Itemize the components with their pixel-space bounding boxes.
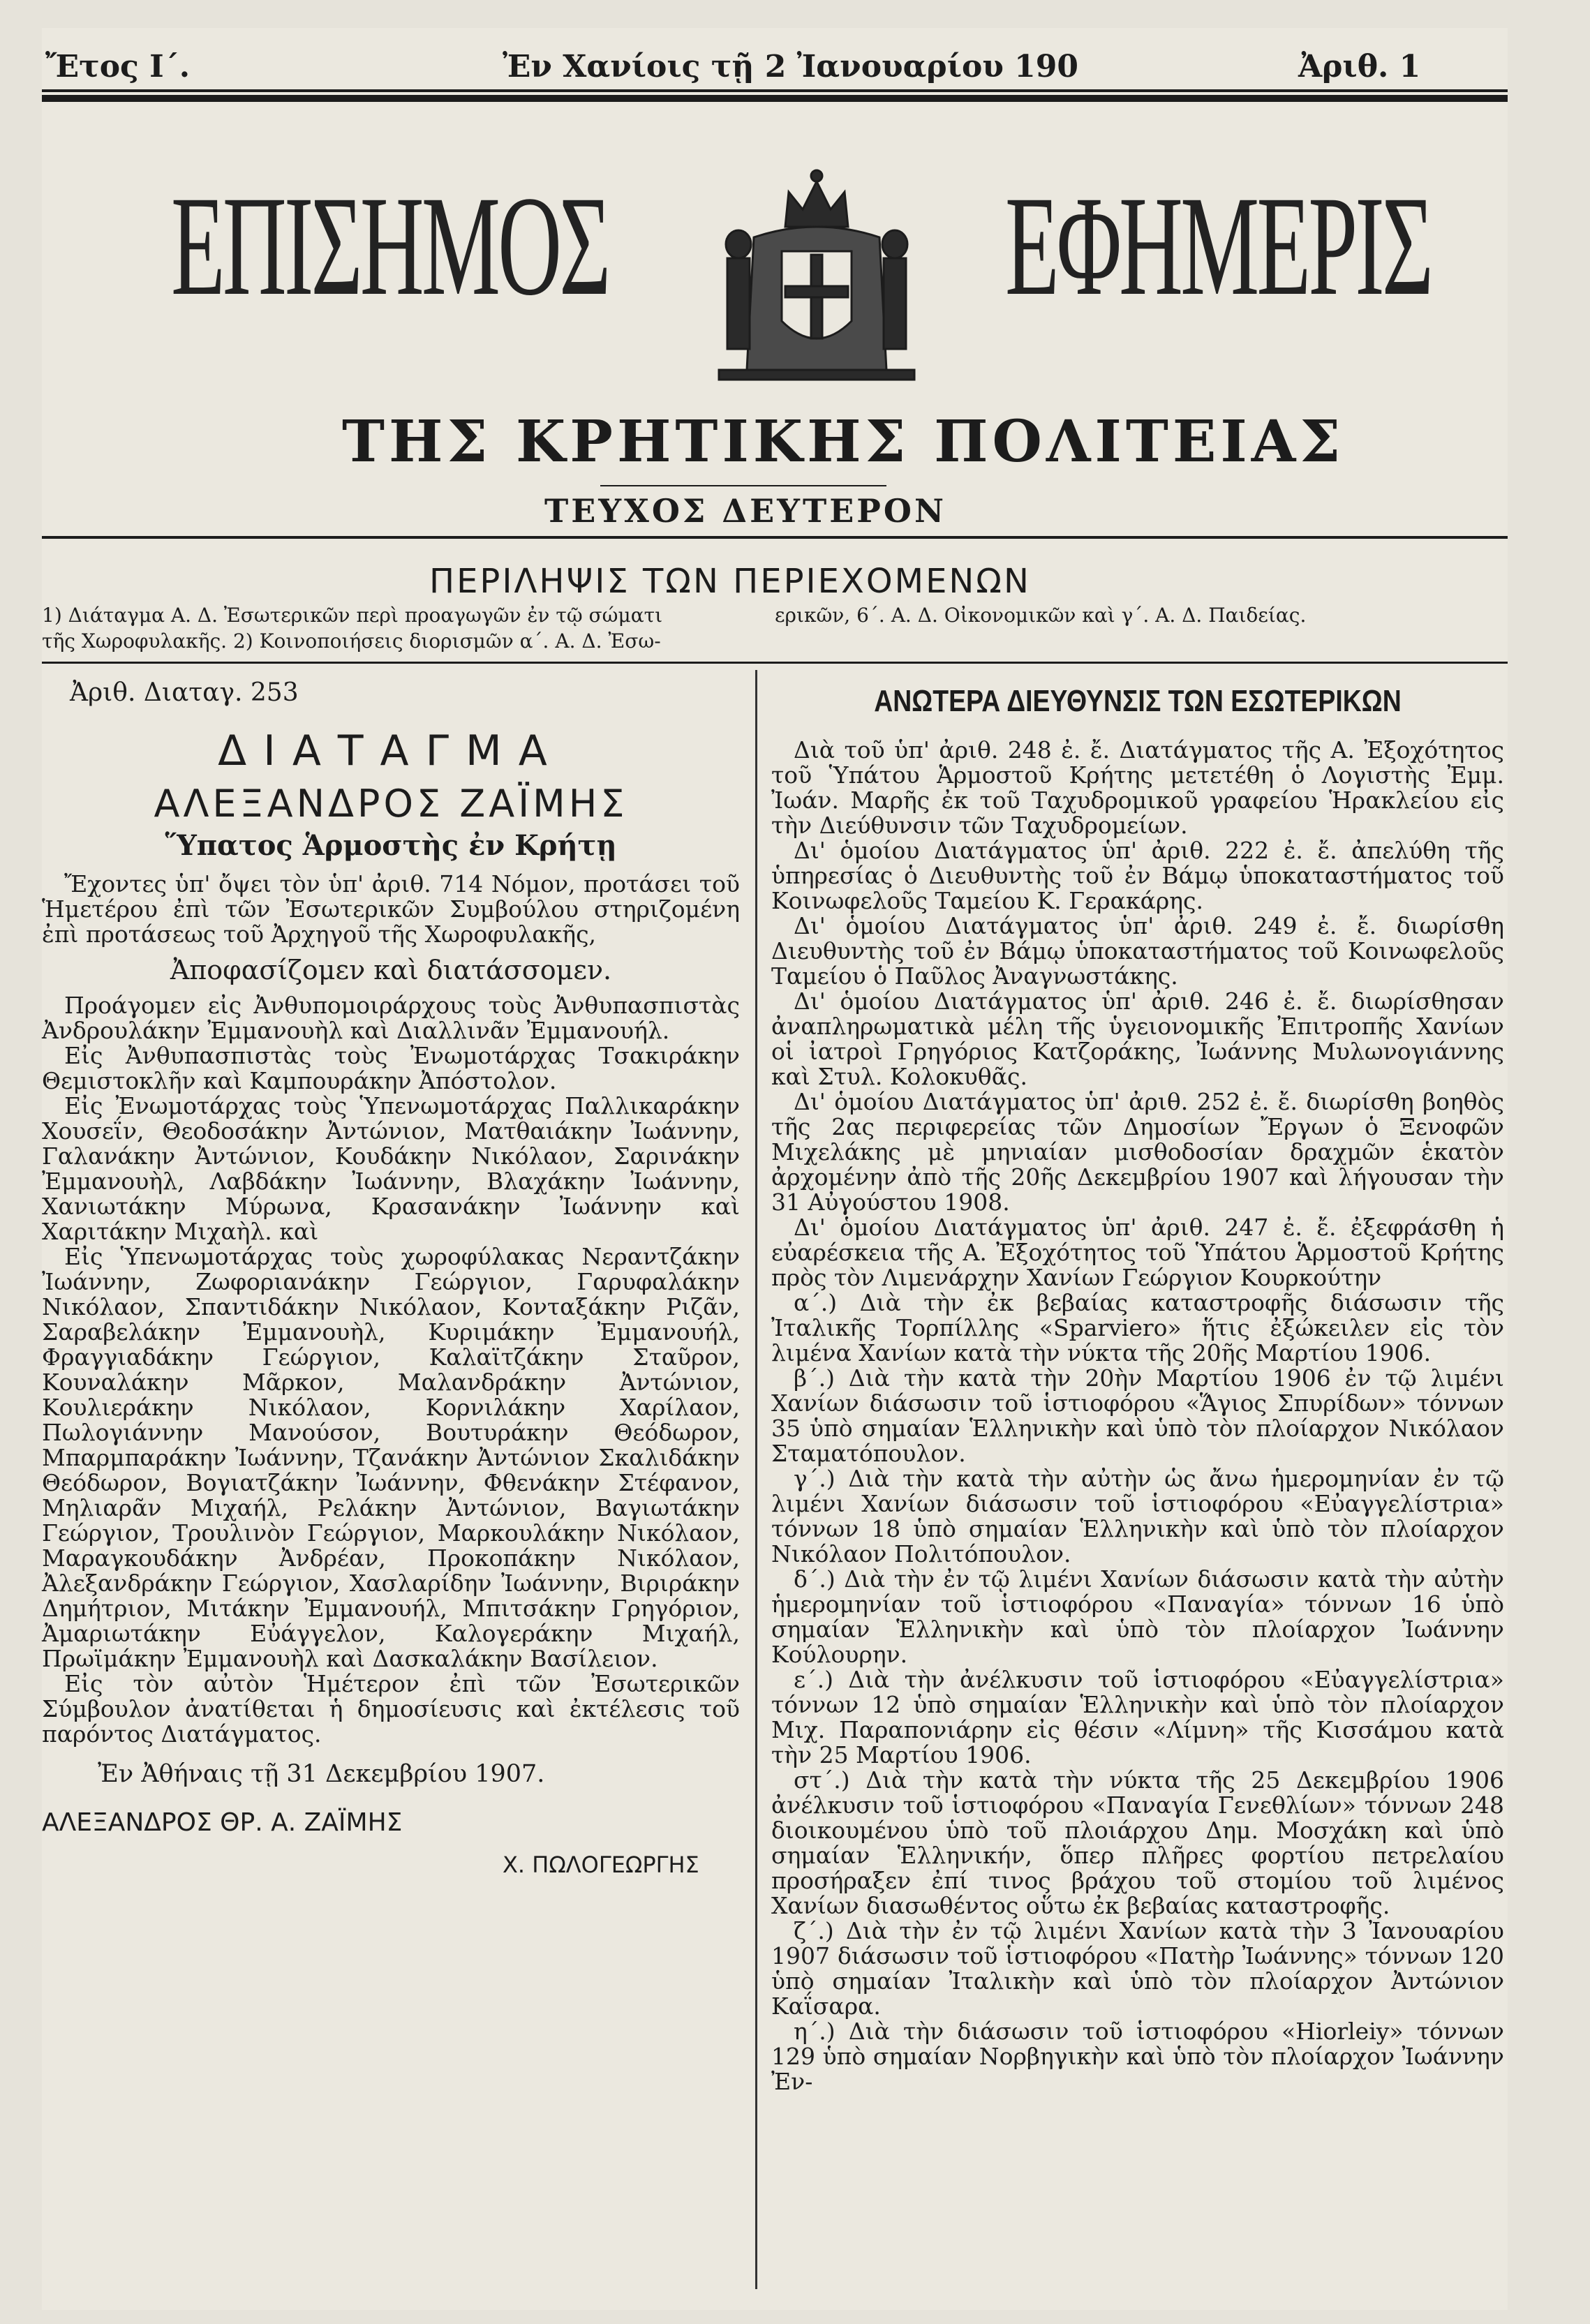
decree-preamble: Ἔχοντες ὑπ' ὄψει τὸν ὑπ' ἀριθ. 714 Νόμον, προτάσει τοῦ Ἡμετέρου ἐπὶ τῶν Ἐσωτερικῶν Συμβούλου στηριζομένη ἐπὶ προτάσεως τοῦ Ἀρχηγοῦ τῆς Χωροφυλακῆς, [42,870,740,948]
section-heading: ΑΝΩΤΕΡΑ ΔΙΕΥΘΥΝΣΙΣ ΤΩΝ ΕΣΩΤΕΡΙΚΩΝ [874,684,1402,718]
column-divider [755,670,757,2289]
decree-date: Ἐν Ἀθήναις τῇ 31 Δεκεμβρίου 1907. [98,1760,545,1788]
notice-1: Διὰ τοῦ ὑπ' ἀριθ. 248 ἐ. ἔ. Διατάγματος τῆς Α. Ἐξοχότητος τοῦ Ὑπάτου Ἁρμοστοῦ Κρήτης μετετέθη ὁ Λογιστὴς Ἐμμ. Ἰωάν. Μαρῆς ἐκ τοῦ Ταχυδρομικοῦ γραφείου Ἡρακλείου εἰς τὴν Διεύθυνσιν τῶν Ταχυδρομείων. [771,736,1504,839]
notice-item-st: στ΄.) Διὰ τὴν κατὰ τὴν νύκτα τῆς 25 Δεκεμβρίου 1906 ἀνέλκυσιν τοῦ ἱστιοφόρου «Παναγία Γενεθλίων» τόννων 248 διοικουμένου ὑπὸ τοῦ πλοιάρχου Δημ. Μοσχάκη καὶ ὑπὸ σημαίαν Ἑλληνικήν, ὅπερ πλῆρες φορτίου πετρελαίου προσήραξεν ἐπί τινος βράχου τοῦ στομίου τοῦ λιμένος Χανίων διασωθέντος οὕτω ἐκ βεβαίας καταστροφῆς. [771,1766,1504,1919]
decree-paragraph-1: Προάγομεν εἰς Ἀνθυπομοιράρχους τοὺς Ἀνθυπασπιστὰς Ἀνδρουλάκην Ἐμμανουὴλ καὶ Διαλλινᾶν Ἐμμανουήλ. [42,992,740,1044]
notice-2: Δι' ὁμοίου Διατάγματος ὑπ' ἀριθ. 222 ἐ. ἔ. ἀπελύθη τῆς ὑπηρεσίας ὁ Διευθυντὴς τοῦ ἐν Βάμῳ ὑποκαταστήματος τοῦ Κοινωφελοῦς Ταμείου Κ. Γερακάρης. [771,837,1504,914]
toc-bottom-rule [42,662,1508,664]
toc-left-line-2: τῆς Χωροφυλακῆς. 2) Κοινοποιήσεις διορισμῶν α΄. Α. Δ. Ἐσω- [42,630,661,653]
subtitle-underline [600,485,886,486]
toc-left-line-1: 1) Διάταγμα Α. Δ. Ἐσωτερικῶν περὶ προαγωγῶν ἐν τῷ σώματι [42,604,663,627]
header-place-date: Ἐν Χανίοις τῇ 2 Ἰανουαρίου 190 [503,49,1079,84]
masthead-right-word: ΕΦΗΜΕΡΙΣ [1005,167,1432,325]
decree-countersignature: Χ. ΠΩΛΟΓΕΩΡΓΗΣ [503,1852,699,1878]
notice-item-e: ε΄.) Διὰ τὴν ἀνέλκυσιν τοῦ ἱστιοφόρου «Εὐαγγελίστρια» τόννων 12 ὑπὸ σημαίαν Ἑλληνικὴν καὶ ὑπὸ τὸν πλοίαρχον Μιχ. Παραπονιάρην εἰς θέσιν «Λίμνη» τῆς Κισσάμου κατὰ τὴν 25 Μαρτίου 1906. [771,1666,1504,1768]
decree-decision: Ἀποφασίζομεν καὶ διατάσσομεν. [170,955,612,985]
notice-item-h: η΄.) Διὰ τὴν διάσωσιν τοῦ ἱστιοφόρου «Hiorleiy» τόννων 129 ὑπὸ σημαίαν Νορβηγικὴν καὶ ὑπὸ τὸν πλοίαρχον Ἰωάννην Ἐν- [771,2018,1504,2095]
newspaper-page [42,28,1508,2310]
left-column [42,680,740,1882]
notice-4: Δι' ὁμοίου Διατάγματος ὑπ' ἀριθ. 246 ἐ. ἔ. διωρίσθησαν ἀναπληρωματικὰ μέλη τῆς ὑγειονομικῆς Ἐπιτροπῆς Χανίων οἱ ἰατροὶ Γρηγόριος Κατζοράκης, Ἰωάννης Μυλωνογιάννης καὶ Στυλ. Κολοκυθᾶς. [771,988,1504,1090]
notice-item-c: γ΄.) Διὰ τὴν κατὰ τὴν αὐτὴν ὡς ἄνω ἡμερομηνίαν ἐν τῷ λιμένι Χανίων διάσωσιν τοῦ ἱστιοφόρου «Εὐαγγελίστρια» τόννων 18 ὑπὸ σημαίαν Ἑλληνικὴν καὶ ὑπὸ τὸν πλοίαρχον Νικόλαον Πολιτόπουλον. [771,1465,1504,1567]
masthead-bottom-rule [42,536,1508,539]
decree-paragraph-4: Εἰς Ὑπενωμοτάρχας τοὺς χωροφύλακας Νεραντζάκην Ἰωάννην, Ζωφοριανάκην Γεώργιον, Γαρυφαλάκην Νικόλαον, Σπαντιδάκην Νικόλαον, Κονταξάκην Ριζᾶν, Σαραβελάκην Ἐμμανουὴλ, Κυριμάκην Ἐμμανουήλ, Φραγγιαδάκην Γεώργιον, Καλαϊτζάκην Σταῦρον, Κουναλάκην Μᾶρκον, Μαλανδράκην Ἀντώνιον, Κουλιεράκην Νικόλαον, Κορνιλάκην Χαρίλαον, Πωλογιάννην Μανούσον, Βουτυράκην Θεόδωρον, Μπαρμπαράκην Ἰωάννην, Τζανάκην Ἀντώνιον Σκαλιδάκην Θεόδωρον, Βογιατζάκην Ἰωάννην, Φθενάκην Στέφανον, Μηλιαρᾶν Μιχαήλ, Ρελάκην Ἀντώνιον, Βαγιωτάκην Γεώργιον, Τρουλινὸν Γεώργιον, Μαρκουλάκην Νικόλαον, Μαραγκουδάκην Ἀνδρέαν, Προκοπάκην Νικόλαον, Ἀλεξανδράκην Γεώργιον, Χασλαρίδην Ἰωάννην, Βιριράκην Δημήτριον, Μιτάκην Ἐμμανουήλ, Μπιτσάκην Γρηγόριον, Ἀμαριωτάκην Εὐάγγελον, Καλογεράκην Μιχαήλ, Πρωϊμάκην Ἐμμανουὴλ καὶ Δασκαλάκην Βασίλειον. [42,1243,740,1672]
coat-of-arms-emblem [712,161,921,391]
masthead-left-word: ΕΠΙΣΗΜΟΣ [171,167,609,325]
decree-title: ΔΙΑΤΑΓΜΑ [218,727,564,775]
decree-number: Ἀριθ. Διαταγ. 253 [70,678,299,707]
decree-paragraph-5: Εἰς τὸν αὐτὸν Ἡμέτερον ἐπὶ τῶν Ἐσωτερικῶν Σύμβουλον ἀνατίθεται ἡ δημοσίευσις καὶ ἐκτέλεσις τοῦ παρόντος Διατάγματος. [42,1670,740,1748]
decree-signature: ΑΛΕΞΑΝΔΡΟΣ ΘΡ. Α. ΖΑΪΜΗΣ [42,1808,403,1837]
toc-title: ΠΕΡΙΛΗΨΙΣ ΤΩΝ ΠΕΡΙΕΧΟΜΕΝΩΝ [429,562,1031,601]
notice-item-a: α΄.) Διὰ τὴν ἐκ βεβαίας καταστροφῆς διάσωσιν τῆς Ἰταλικῆς Τορπίλλης «Sparviero» ἥτις ἐξώκειλεν εἰς τὸν λιμένα Χανίων κατὰ τὴν νύκτα τῆς 20ῆς Μαρτίου 1906. [771,1289,1504,1366]
issue-label: ΤΕΥΧΟΣ ΔΕΥΤΕΡΟΝ [544,492,947,530]
notice-item-d: δ΄.) Διὰ τὴν ἐν τῷ λιμένι Χανίων διάσωσιν κατὰ τὴν αὐτὴν ἡμερομηνίαν τοῦ ἱστιοφόρου «Παναγία» τόννων 16 ὑπὸ σημαίαν Ἑλληνικὴν καὶ ὑπὸ τὸν πλοίαρχον Ἰωάννην Κούλουρην. [771,1565,1504,1668]
notice-item-z: ζ΄.) Διὰ τὴν ἐν τῷ λιμένι Χανίων κατὰ τὴν 3 Ἰανουαρίου 1907 διάσωσιν τοῦ ἱστιοφόρου «Πατὴρ Ἰωάννης» τόννων 120 ὑπὸ σημαίαν Ἰταλικὴν καὶ ὑπὸ τὸν πλοίαρχον Ἀντώνιον Καΐσαρα. [771,1917,1504,2020]
header-rule [42,89,1508,92]
toc-right-line-1: ερικῶν, 6΄. Α. Δ. Οἰκονομικῶν καὶ γ΄. Α. Δ. Παιδείας. [775,604,1307,627]
notice-5: Δι' ὁμοίου Διατάγματος ὑπ' ἀριθ. 252 ἐ. ἔ. διωρίσθη βοηθὸς τῆς 2ας περιφερείας τῶν Δημοσίων Ἔργων ὁ Ξενοφῶν Μιχελάκης μὲ μηνιαίαν μισθοδοσίαν δραχμῶν ἑκατὸν ἀρχομένην ἀπὸ τῆς 20ῆς Δεκεμβρίου 1907 καὶ λήγουσαν τὴν 31 Αὐγούστου 1908. [771,1088,1504,1216]
notice-3: Δι' ὁμοίου Διατάγματος ὑπ' ἀριθ. 249 ἐ. ἔ. διωρίσθη Διευθυντὴς τοῦ ἐν Βάμῳ ὑποκαταστήματος τοῦ Κοινωφελοῦς Ταμείου ὁ Παῦλος Ἀναγνωστάκης. [771,912,1504,990]
decree-issuer-role: Ὕπατος Ἁρμοστὴς ἐν Κρήτῃ [165,829,617,862]
header-number: Ἀριθ. 1 [1298,49,1421,84]
right-column [771,680,1504,2094]
decree-issuer-name: ΑΛΕΞΑΝΔΡΟΣ ΖΑΪΜΗΣ [154,782,628,826]
notice-6: Δι' ὁμοίου Διατάγματος ὑπ' ἀριθ. 247 ἐ. ἔ. ἐξεφράσθη ἡ εὐαρέσκεια τῆς Α. Ἐξοχότητος τοῦ Ὑπάτου Ἁρμοστοῦ Κρήτης πρὸς τὸν Λιμενάρχην Χανίων Γεώργιον Κουρκούτην [771,1214,1504,1291]
notice-item-b: β΄.) Διὰ τὴν κατὰ τὴν 20ὴν Μαρτίου 1906 ἐν τῷ λιμένι Χανίων διάσωσιν τοῦ ἱστιοφόρου «Ἅγιος Σπυρίδων» τόννων 35 ὑπὸ σημαίαν Ἑλληνικὴν καὶ ὑπὸ τὸν πλοίαρχον Νικόλαον Σταματόπουλον. [771,1364,1504,1467]
decree-paragraph-2: Εἰς Ἀνθυπασπιστὰς τοὺς Ἐνωμοτάρχας Τσακιράκην Θεμιστοκλῆν καὶ Καμπουράκην Ἀπόστολον. [42,1042,740,1094]
masthead-subtitle: ΤΗΣ ΚΡΗΤΙΚΗΣ ΠΟΛΙΤΕΙΑΣ [342,408,1345,475]
header-year: Ἔτος Ι΄. [45,49,191,84]
decree-paragraph-3: Εἰς Ἐνωμοτάρχας τοὺς Ὑπενωμοτάρχας Παλλικαράκην Χουσεΐν, Θεοδοσάκην Ἀντώνιον, Ματθαιάκην Ἰωάννην, Γαλανάκην Ἀντώνιον, Κουδάκην Νικόλαον, Σαρινάκην Ἐμμανουὴλ, Λαβδάκην Ἰωάννην, Βλαχάκην Ἰωάννην, Χανιωτάκην Μύρωνα, Κρασανάκην Ἰωάννην καὶ Χαριτάκην Μιχαὴλ. καὶ [42,1092,740,1245]
header-rule-thick [42,95,1508,102]
